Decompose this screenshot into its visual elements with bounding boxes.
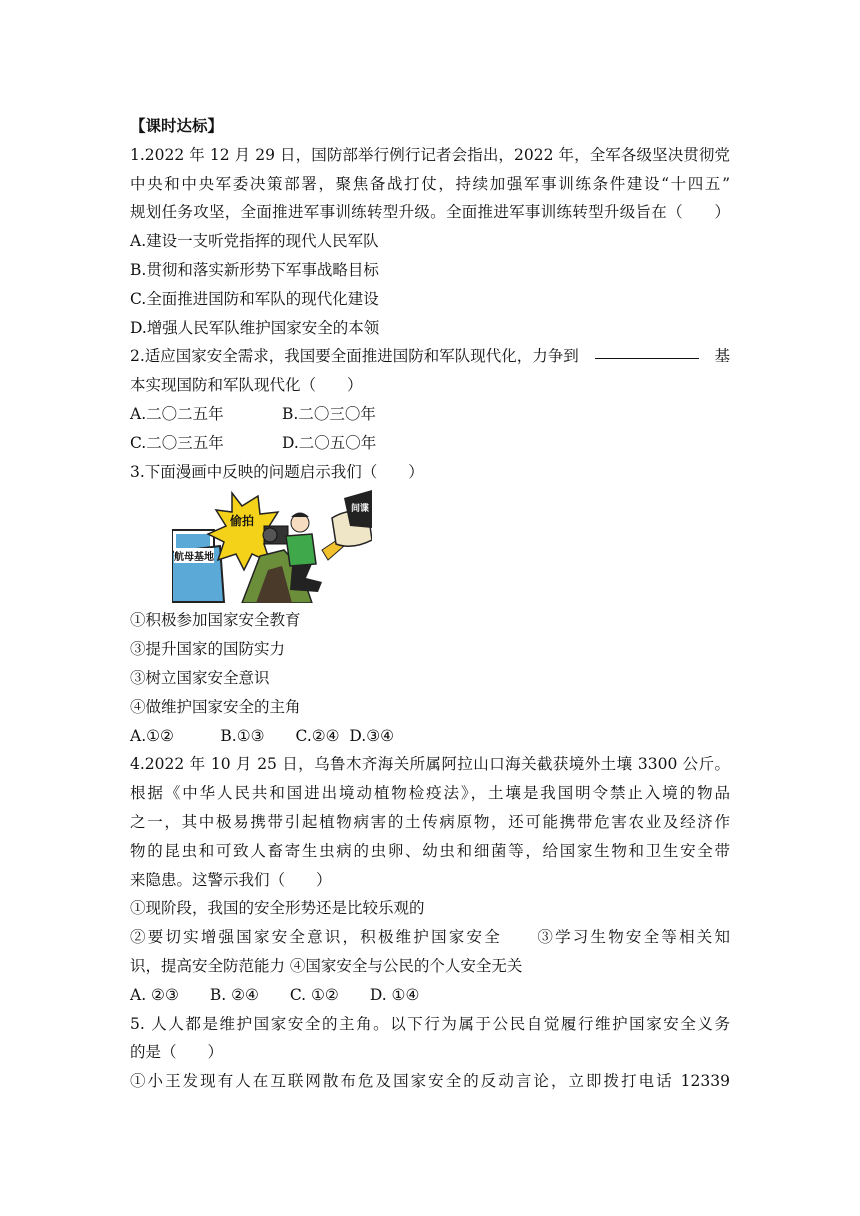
question-1-line: 规划任务攻坚，全面推进军事训练转型升级。全面推进军事训练转型升级旨在（ ） (130, 203, 730, 222)
question-5-line: ①小王发现有人在互联网散布危及国家安全的反动言论，立即拨打电话 12339 (130, 1072, 730, 1091)
cartoon-label-photo: 偷拍 (230, 514, 255, 529)
section-heading: 【课时达标】 (130, 116, 224, 135)
question-3-options: A.①② B.①③ C.②④ D.③④ (130, 726, 394, 745)
question-4-line: 根据《中华人民共和国进出境动植物检疫法》，土壤是我国明令禁止入境的物品 (130, 784, 730, 803)
cartoon-drawing (172, 490, 372, 603)
cartoon-label-spy: 间谍 (351, 504, 370, 515)
question-4 (130, 750, 730, 1009)
question-1-option-c: C.全面推进国防和军队的现代化建设 (130, 289, 379, 308)
question-1-option-d: D.增强人民军队维护国家安全的本领 (130, 318, 380, 337)
question-3-statement: ③提升国家的国防实力 (130, 640, 286, 659)
question-4-line: 来隐患。这警示我们（ ） (130, 870, 332, 889)
question-4-line: 物的昆虫和可致人畜寄生虫病的虫卵、幼虫和细菌等，给国家生物和卫生安全带 (130, 841, 730, 860)
document-page (130, 112, 730, 1096)
question-4-options: A. ②③ B. ②④ C. ①② D. ①④ (130, 985, 420, 1004)
question-2-option-c: C.二〇三五年 (130, 433, 224, 452)
question-3-statement: ④做维护国家安全的主角 (130, 697, 301, 716)
question-2-line (130, 342, 730, 371)
question-5 (130, 1010, 730, 1096)
question-1-option-a: A.建设一支听党指挥的现代人民军队 (130, 232, 379, 251)
question-3-statement: ③树立国家安全意识 (130, 668, 270, 687)
question-2-options-row (130, 400, 730, 429)
question-1-option-b: B.贯彻和落实新形势下军事战略目标 (130, 260, 379, 279)
question-1 (130, 141, 730, 343)
answer-blank (595, 342, 699, 359)
question-3 (130, 458, 730, 751)
question-2-option-b: B.二〇三〇年 (282, 404, 376, 423)
camera-lens (263, 528, 277, 542)
question-5-line: 的是（ ） (130, 1043, 224, 1062)
question-2-text: 2.适应国家安全需求，我国要全面推进国防和军队现代化，力争到 (130, 347, 579, 366)
question-2-option-a: A.二〇二五年 (130, 404, 224, 423)
question-1-line: 中央和中央军委决策部署，聚焦备战打仗，持续加强军事训练条件建设“十四五” (130, 174, 730, 193)
question-2 (130, 342, 730, 457)
question-1-line: 1.2022 年 12 月 29 日，国防部举行例行记者会指出，2022 年，全军各级坚决贯彻党 (130, 145, 730, 164)
cartoon-label-base: 航母基地 (174, 548, 214, 563)
question-4-statement: ②要切实增强国家安全意识，积极维护国家安全 ③学习生物安全等相关知 (130, 928, 730, 947)
question-4-statement: ①现阶段，我国的安全形势还是比较乐观的 (130, 899, 425, 918)
question-4-line: 之一，其中极易携带引起植物病害的土传病原物，还可能携带危害农业及经济作 (130, 812, 730, 831)
spy-cartoon-image (172, 490, 372, 603)
question-4-line: 4.2022 年 10 月 25 日，乌鲁木齐海关所属阿拉山口海关截获境外土壤 3300 公斤。 (130, 755, 730, 774)
spy-jacket (286, 534, 316, 566)
question-5-line: 5. 人人都是维护国家安全的主角。以下行为属于公民自觉履行维护国家安全义务 (130, 1014, 730, 1033)
spy-hair (291, 513, 309, 518)
question-2-options-row (130, 429, 730, 458)
spy-legs (290, 564, 322, 592)
question-2-text-end: 基 (714, 347, 730, 366)
question-3-stem: 3.下面漫画中反映的问题启示我们（ ） (130, 462, 424, 481)
question-4-statement: 识，提高安全防范能力 ④国家安全与公民的个人安全无关 (130, 956, 523, 975)
question-2-line: 本实现国防和军队现代化（ ） (130, 376, 363, 395)
question-2-option-d: D.二〇五〇年 (282, 433, 377, 452)
question-3-statement: ①积极参加国家安全教育 (130, 611, 301, 630)
